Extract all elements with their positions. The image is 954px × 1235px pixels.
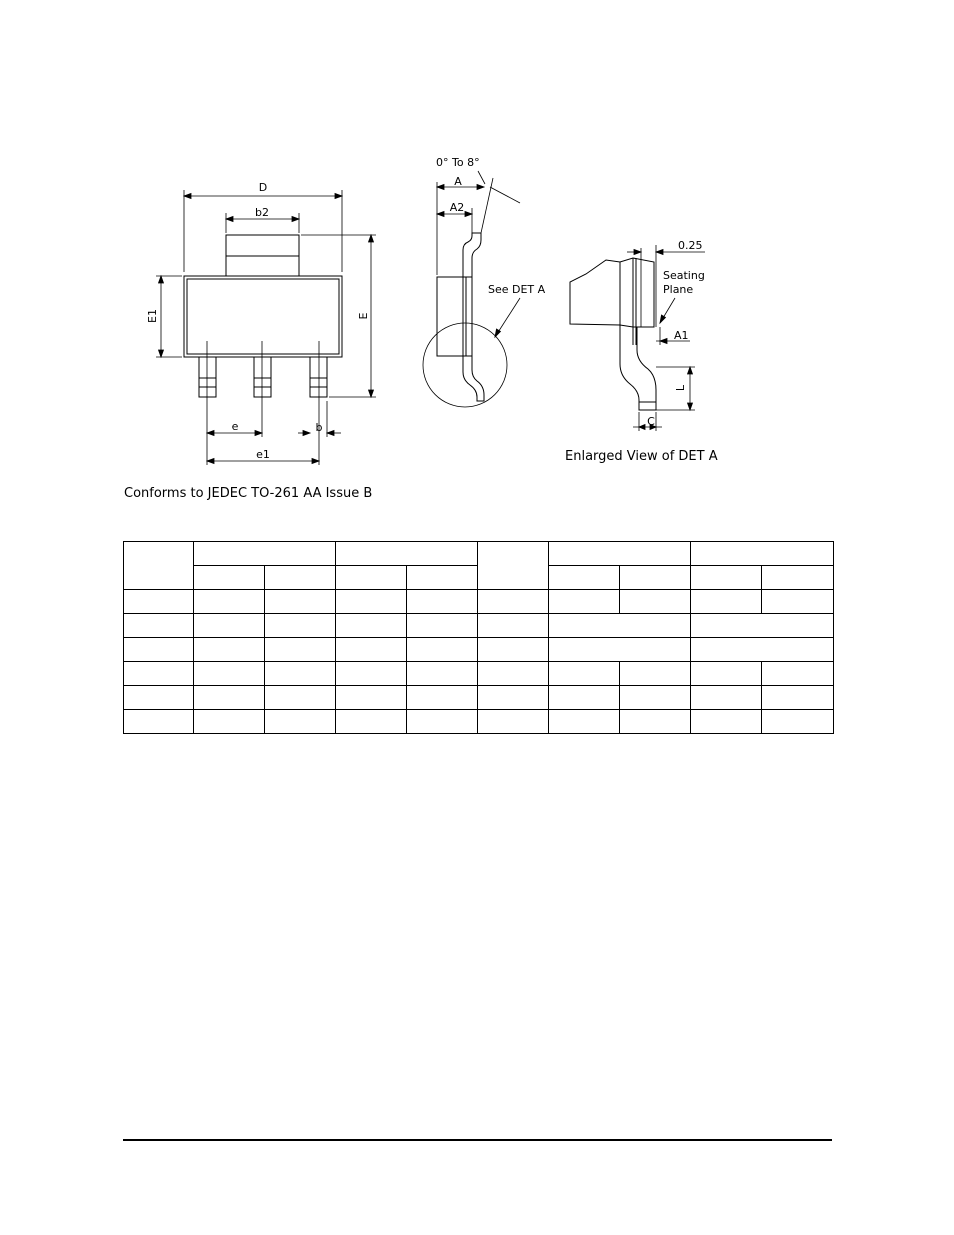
table-cell: [336, 710, 407, 734]
table-cell: [407, 590, 478, 614]
table-cell: [478, 590, 549, 614]
table-cell: [265, 590, 336, 614]
table-row: [124, 662, 834, 686]
table-cell: [194, 542, 336, 566]
table-cell: [691, 686, 762, 710]
table-cell: [194, 638, 265, 662]
table-row: [124, 614, 834, 638]
table-cell: [124, 638, 194, 662]
table-cell: [407, 710, 478, 734]
dimensions-table: [123, 541, 834, 734]
table-cell: [265, 662, 336, 686]
table-row: [124, 542, 834, 566]
table-cell: [762, 686, 834, 710]
label-E: E: [357, 312, 370, 320]
table-cell: [620, 710, 691, 734]
table-cell: [478, 710, 549, 734]
dim-A: [437, 182, 484, 275]
front-body-outer: [184, 276, 342, 357]
table-cell: [691, 590, 762, 614]
label-see-det: See DET A: [488, 283, 546, 296]
table-cell: [478, 542, 549, 590]
table-cell: [265, 686, 336, 710]
table-cell: [336, 662, 407, 686]
table-cell: [478, 614, 549, 638]
table-cell: [336, 566, 407, 590]
table-cell: [194, 590, 265, 614]
table-cell: [549, 686, 620, 710]
table-cell: [124, 662, 194, 686]
table-cell: [691, 614, 834, 638]
label-angle: 0° To 8°: [436, 156, 480, 169]
table-cell: [194, 566, 265, 590]
table-cell: [620, 566, 691, 590]
package-outline-drawing: [0, 0, 954, 500]
table-cell: [762, 566, 834, 590]
dim-angle: [478, 171, 520, 233]
table-cell: [124, 590, 194, 614]
footer-rule: [123, 1139, 832, 1141]
dim-E1: [156, 276, 182, 357]
label-A: A: [454, 175, 462, 188]
det-leader: [495, 298, 520, 337]
table-cell: [265, 710, 336, 734]
table-cell: [478, 686, 549, 710]
table-cell: [549, 590, 620, 614]
label-A2: A2: [449, 201, 465, 214]
table-cell: [549, 662, 620, 686]
table-cell: [691, 638, 834, 662]
table-cell: [194, 710, 265, 734]
table-cell: [265, 566, 336, 590]
table-cell: [194, 662, 265, 686]
table-cell: [691, 662, 762, 686]
detail-circle: [423, 323, 507, 407]
table-cell: [620, 590, 691, 614]
table-cell: [336, 638, 407, 662]
label-seating-1: Seating: [663, 269, 705, 282]
table-cell: [407, 614, 478, 638]
front-body-inner: [187, 279, 339, 354]
table-cell: [124, 686, 194, 710]
table-cell: [124, 542, 194, 590]
table-cell: [762, 590, 834, 614]
table-cell: [762, 710, 834, 734]
table-cell: [549, 614, 691, 638]
table-cell: [407, 566, 478, 590]
label-e: e: [231, 420, 239, 433]
table-cell: [549, 566, 620, 590]
table-cell: [124, 614, 194, 638]
table-cell: [336, 614, 407, 638]
table-cell: [691, 710, 762, 734]
table-cell: [762, 662, 834, 686]
table-cell: [124, 710, 194, 734]
label-b2: b2: [255, 206, 269, 219]
table-cell: [407, 686, 478, 710]
table-cell: [620, 686, 691, 710]
label-E1: E1: [146, 309, 159, 323]
label-L: L: [674, 384, 687, 392]
caption: Conforms to JEDEC TO-261 AA Issue B: [124, 486, 373, 501]
table-cell: [549, 638, 691, 662]
table-row: [124, 710, 834, 734]
table-cell: [407, 662, 478, 686]
table-cell: [691, 566, 762, 590]
label-D: D: [258, 181, 268, 194]
label-C: C: [647, 415, 655, 428]
table-cell: [478, 638, 549, 662]
side-view: [423, 233, 507, 407]
table-cell: [407, 638, 478, 662]
table-row: [124, 590, 834, 614]
table-cell: [194, 614, 265, 638]
label-enlarged: Enlarged View of DET A: [565, 449, 718, 464]
label-b: b: [315, 421, 323, 434]
label-seating-2: Plane: [663, 283, 694, 296]
seating-leader: [660, 298, 675, 323]
table-cell: [549, 710, 620, 734]
label-e1: e1: [256, 448, 270, 461]
detail-view: [570, 258, 656, 410]
dim-D: [184, 190, 342, 272]
table-cell: [620, 662, 691, 686]
label-025: 0.25: [678, 239, 703, 252]
table-cell: [691, 542, 834, 566]
table-cell: [336, 686, 407, 710]
table-cell: [194, 686, 265, 710]
table-row: [124, 638, 834, 662]
side-body: [437, 277, 472, 356]
front-leads: [199, 357, 327, 397]
label-A1: A1: [674, 329, 689, 342]
table-cell: [336, 542, 478, 566]
table-cell: [478, 662, 549, 686]
table-cell: [265, 638, 336, 662]
table-cell: [265, 614, 336, 638]
table-row: [124, 686, 834, 710]
table-cell: [336, 590, 407, 614]
table-cell: [549, 542, 691, 566]
